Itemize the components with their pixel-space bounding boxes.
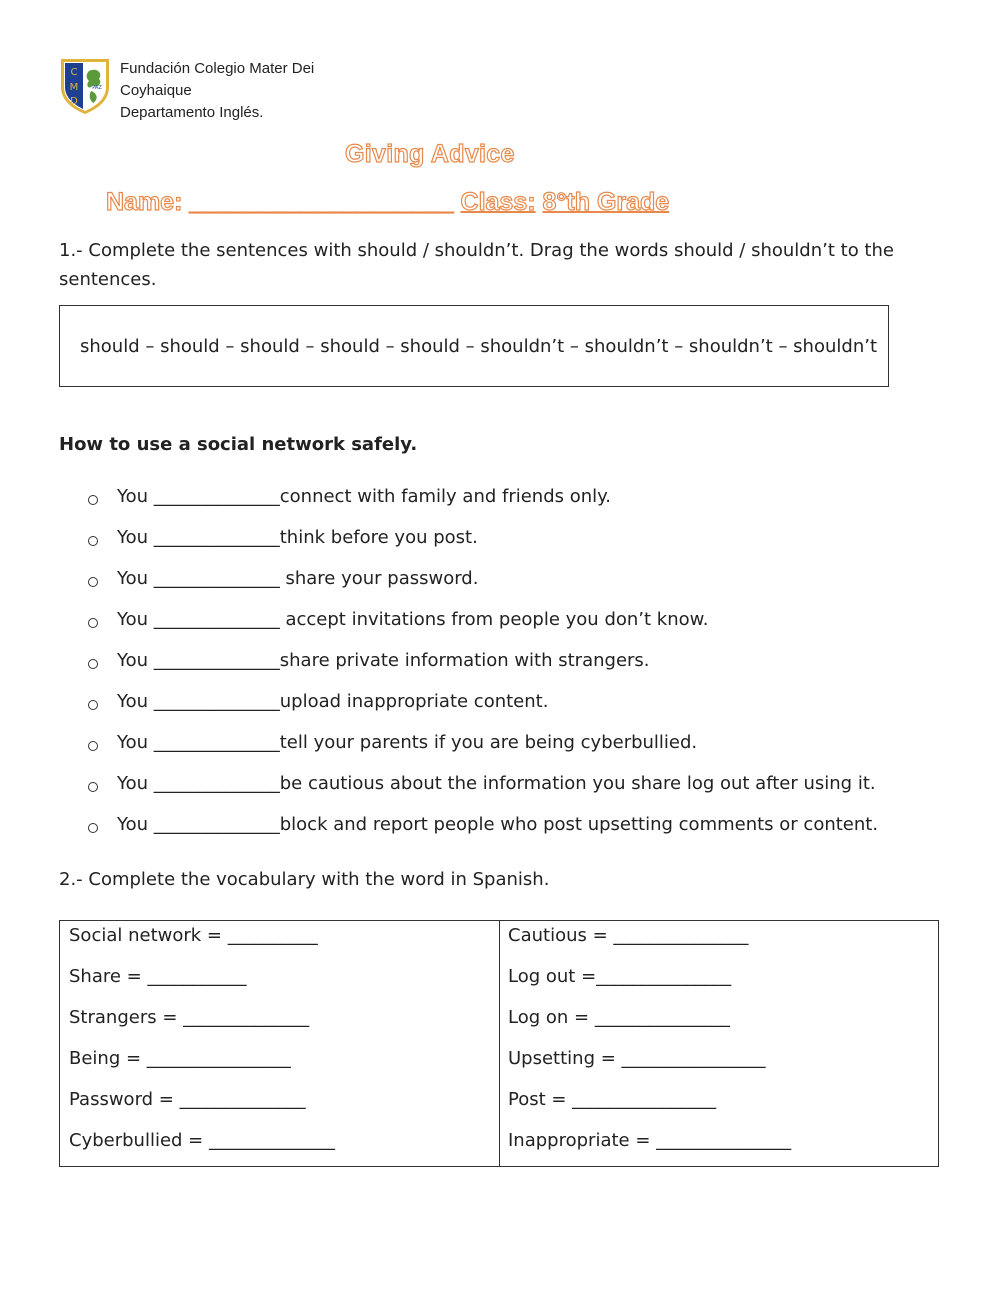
sentence-text[interactable]: You ______________ accept invitations from people you don’t know. [117,609,709,630]
bullet-icon [88,782,98,792]
vocab-item[interactable]: Social network = __________ [69,925,318,946]
vocab-item[interactable]: Cyberbullied = ______________ [69,1130,335,1151]
vocabulary-table [59,920,939,1167]
sentence-text[interactable]: You ______________think before you post. [117,527,478,548]
name-class-line [106,188,669,217]
sentence-text[interactable]: You ______________upload inappropriate content. [117,691,549,712]
bullet-icon [88,577,98,587]
vocab-column-left [69,925,335,1171]
logo-letter-c: C [70,67,78,78]
vocab-item[interactable]: Strangers = ______________ [69,1007,310,1028]
logo-letter-m: M [69,82,79,93]
sentence-text[interactable]: You ______________share private information with strangers. [117,650,650,671]
school-name: Fundación Colegio Mater Dei [120,60,315,77]
vocab-item[interactable]: Being = ________________ [69,1048,291,1069]
exercise2-instruction: 2.- Complete the vocabulary with the word in Spanish. [59,869,550,890]
school-header [120,58,314,124]
sentence-text[interactable]: You ______________ share your password. [117,568,479,589]
sentence-text[interactable]: You ______________block and report people who post upsetting comments or content. [117,814,879,835]
bullet-icon [88,536,98,546]
logo-letter-d: D [70,96,78,107]
sentence-text[interactable]: You ______________tell your parents if you are being cyberbullied. [117,732,698,753]
bullet-icon [88,700,98,710]
vocab-item[interactable]: Post = ________________ [508,1089,717,1110]
name-blank[interactable]: ___________________ [189,188,454,216]
worksheet-title: Giving Advice [345,140,515,168]
vocab-item[interactable]: Upsetting = ________________ [508,1048,766,1069]
sentence-text[interactable]: You ______________connect with family and friends only. [117,486,611,507]
vocab-item[interactable]: Share = ___________ [69,966,247,987]
grade-value: 8°th Grade [542,188,670,216]
class-label: Class: [460,188,536,216]
name-label: Name: [106,188,183,216]
school-logo [59,57,111,115]
word-bank-box [59,305,889,387]
bullet-icon [88,495,98,505]
bullet-icon [88,823,98,833]
vocab-item[interactable]: Log out =_______________ [508,966,732,987]
bullet-icon [88,741,98,751]
school-city: Coyhaique [120,82,192,99]
vocab-item[interactable]: Cautious = _______________ [508,925,749,946]
exercise1-instruction: 1.- Complete the sentences with should / shouldn’t. Drag the words should / shouldn’t to the sentences. [59,240,894,290]
vocab-item[interactable]: Inappropriate = _______________ [508,1130,792,1151]
table-divider [499,921,500,1166]
logo-motto: PAZ [92,85,102,91]
sentence-text[interactable]: You ______________be cautious about the information you share log out after using it. [117,773,876,794]
vocab-column-right [508,925,791,1171]
bullet-icon [88,659,98,669]
section-heading: How to use a social network safely. [59,434,418,455]
vocab-item[interactable]: Password = ______________ [69,1089,306,1110]
bullet-icon [88,618,98,628]
school-department: Departamento Inglés. [120,104,264,121]
vocab-item[interactable]: Log on = _______________ [508,1007,730,1028]
word-bank[interactable]: should – should – should – should – should – shouldn’t – shouldn’t – shouldn’t – shouldn’t [80,336,878,357]
